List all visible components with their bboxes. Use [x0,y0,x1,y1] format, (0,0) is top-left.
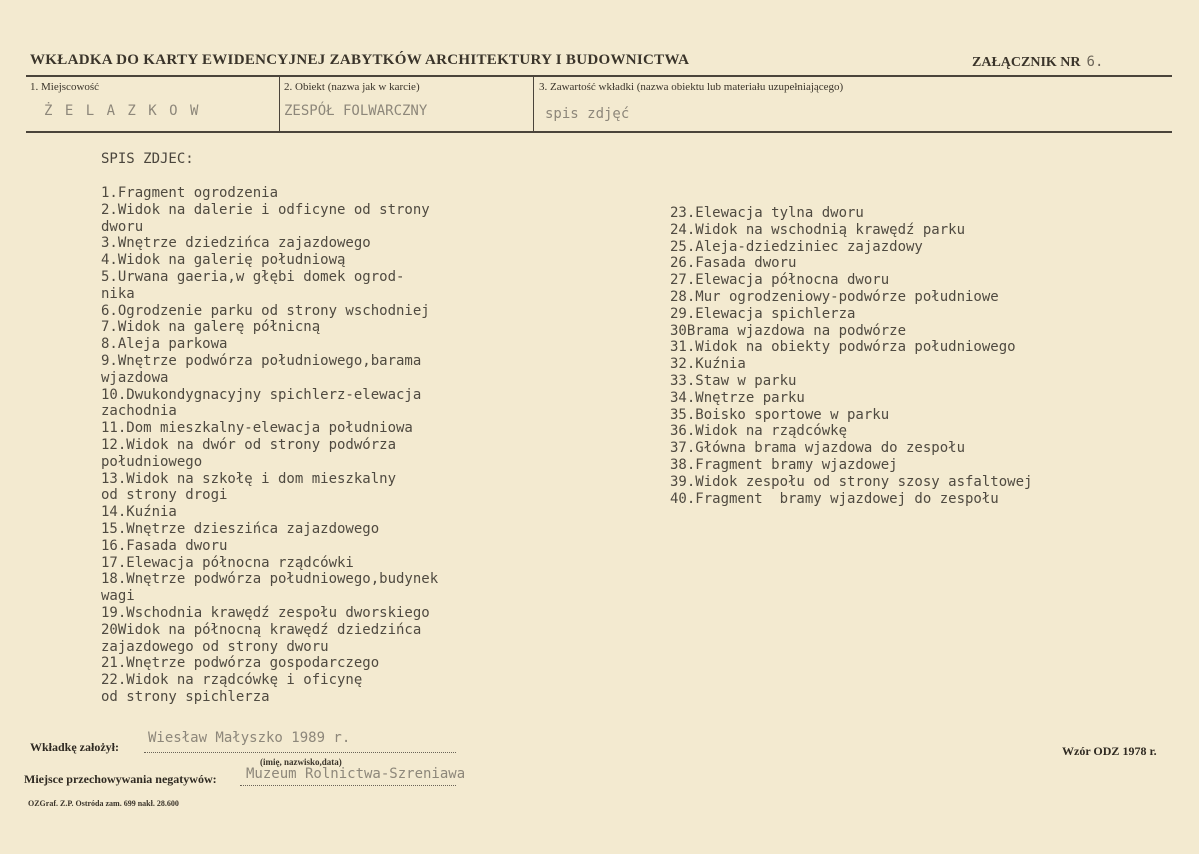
header-rule-bottom [26,131,1172,133]
photo-list-item: 28.Mur ogrodzeniowy-podwórze południowe [670,288,999,305]
photo-list-item: 4.Widok na galerię południową [101,252,346,269]
author-value: Wiesław Małyszko 1989 r. [148,730,351,746]
photo-list-item: 10.Dwukondygnacyjny spichlerz-elewacja zachodnia [101,386,422,420]
photo-list-item: 8.Aleja parkowa [101,336,228,353]
photo-list-item: 38.Fragment bramy wjazdowej [670,456,898,473]
photo-list-item: 14.Kuźnia [101,504,177,521]
photo-list-item: 32.Kuźnia [670,356,746,373]
storage-value: Muzeum Rolnictwa-Szreniawa [246,766,466,782]
photo-list-item: 15.Wnętrze dzieszińca zajazdowego [101,520,380,537]
photo-list-item: 6.Ogrodzenie parku od strony wschodniej [101,302,430,319]
object-value: ZESPÓŁ FOLWARCZNY [284,103,428,119]
photo-list-item: 9.Wnętrze podwórza południowego,barama wjazdowa [101,352,422,386]
photo-list-item: 33.Staw w parku [670,372,797,389]
photo-list-item: 25.Aleja-dziedziniec zajazdowy [670,238,923,255]
field-separator-2 [533,77,534,131]
storage-label: Miejsce przechowywania negatywów: [24,772,217,786]
storage-dotted-line [240,785,456,786]
photo-list-item: 20Widok na północną krawędź dziedzińca zajazdowego od strony dworu [101,621,422,655]
photo-list-item: 34.Wnętrze parku [670,389,805,406]
field-separator-1 [279,77,280,131]
photo-list-item: 18.Wnętrze podwórza południowego,budynek wagi [101,571,439,605]
photo-list-item: 29.Elewacja spichlerza [670,305,856,322]
photo-list-left [101,185,521,706]
photo-list-item: 5.Urwana gaeria,w głębi domek ogrod- nika [101,268,405,302]
annex-label [972,54,1103,71]
photo-list-item: 13.Widok na szkołę i dom mieszkalny od strony drogi [101,470,397,504]
photo-list-item: 36.Widok na rządcówkę [670,423,848,440]
photo-list-item: 30Brama wjazdowa na podwórze [670,322,907,339]
author-label: Wkładkę założył: [30,740,119,754]
photo-list-item: 2.Widok na dalerie i odficyne od strony dworu [101,201,430,235]
photo-list-item: 39.Widok zespołu od strony szosy asfaltowej [670,473,1033,490]
annex-label-text: ZAŁĄCZNIK NR [972,55,1081,70]
object-label: 2. Obiekt (nazwa jak w karcie) [284,81,420,93]
photo-list-item: 23.Elewacja tylna dworu [670,205,864,221]
photo-list-item: 19.Wschodnia krawędź zespołu dworskiego [101,604,430,621]
template-code: Wzór ODZ 1978 r. [1062,744,1157,758]
photo-list-item: 11.Dom mieszkalny-elewacja południowa [101,420,413,437]
photo-list-item: 24.Widok na wschodnią krawędź parku [670,221,966,238]
photo-list-item: 12.Widok na dwór od strony podwórza południowego [101,436,397,470]
printer-imprint: OZGraf. Z.P. Ostróda zam. 699 nakł. 28.600 [28,799,179,808]
author-hint: (imię, nazwisko,data) [260,757,342,767]
locality-value: Ż E L A Z K O W [44,103,201,119]
form-title: WKŁADKA DO KARTY EWIDENCYJNEJ ZABYTKÓW ARCHITEKTURY I BUDOWNICTWA [30,52,690,68]
photo-list-title: SPIS ZDJEC: [101,151,194,167]
header-rule-top [26,75,1172,77]
annex-number: 6. [1086,54,1104,70]
author-dotted-line [144,752,456,753]
photo-list-item: 1.Fragment ogrodzenia [101,185,279,201]
photo-list-item: 22.Widok na rządcówkę i oficynę od strony spichlerza [101,672,363,705]
photo-list-item: 37.Główna brama wjazdowa do zespołu [670,440,966,457]
content-value: spis zdjęć [545,106,630,122]
photo-list-item: 16.Fasada dworu [101,537,228,554]
photo-list-item: 31.Widok na obiekty podwórza południowego [670,339,1016,356]
photo-list-right [670,205,1150,507]
photo-list-item: 40.Fragment bramy wjazdowej do zespołu [670,490,999,507]
photo-list-item: 27.Elewacja północna dworu [670,272,890,289]
photo-list-item: 21.Wnętrze podwórza gospodarczego [101,655,380,672]
locality-label: 1. Miejscowość [30,81,100,93]
content-label: 3. Zawartość wkładki (nazwa obiektu lub materiału uzupełniającego) [539,81,844,93]
photo-list-item: 17.Elewacja północna rządcówki [101,554,354,571]
photo-list-item: 26.Fasada dworu [670,255,797,272]
photo-list-item: 7.Widok na galerę półnicną [101,319,321,336]
photo-list-item: 3.Wnętrze dziedzińca zajazdowego [101,235,371,252]
photo-list-item: 35.Boisko sportowe w parku [670,406,890,423]
